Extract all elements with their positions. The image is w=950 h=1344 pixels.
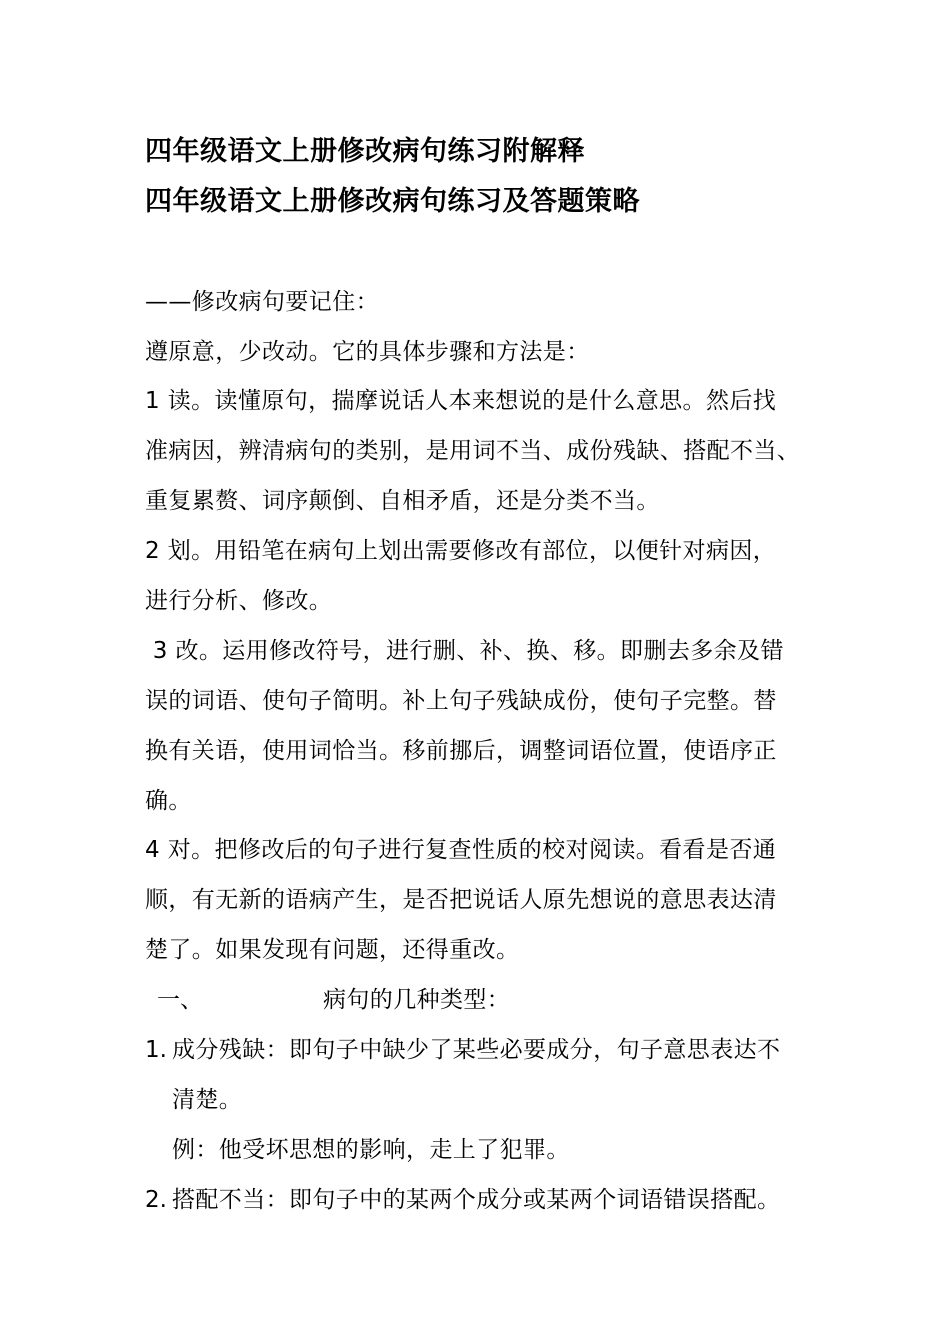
intro-text: ——修改病句要记住： — [145, 289, 379, 315]
step1-line3: 重复累赘、词序颠倒、自相矛盾，还是分类不当。 — [145, 488, 660, 514]
type1-line2: 清楚。 — [172, 1087, 243, 1113]
document-subtitle: 四年级语文上册修改病句练习及答题策略 — [145, 186, 640, 217]
type1-label: 1. — [145, 1037, 167, 1063]
type1-line1: 成分残缺：即句子中缺少了某些必要成分，句子意思表达不 — [172, 1037, 781, 1063]
section-number: 一、 — [157, 987, 203, 1013]
step3-line4: 确。 — [145, 788, 192, 814]
step2-line2: 进行分析、修改。 — [145, 588, 333, 614]
type2-label: 2. — [145, 1187, 167, 1213]
step3-line1: 3 改。运用修改符号，进行删、补、换、移。即删去多余及错 — [145, 638, 784, 664]
step1-line2: 准病因，辨清病句的类别，是用词不当、成份残缺、搭配不当、 — [145, 438, 801, 464]
type1-example: 例：他受坏思想的影响，走上了犯罪。 — [172, 1137, 570, 1163]
principle-text: 遵原意，少改动。它的具体步骤和方法是： — [145, 339, 590, 365]
step3-line3: 换有关语，使用词恰当。移前挪后，调整词语位置，使语序正 — [145, 738, 777, 764]
section-title: 病句的几种类型： — [323, 987, 511, 1013]
type2-line1: 搭配不当：即句子中的某两个成分或某两个词语错误搭配。 — [172, 1187, 781, 1213]
step4-line1: 4 对。把修改后的句子进行复查性质的校对阅读。看看是否通 — [145, 837, 777, 863]
step4-line2: 顺，有无新的语病产生，是否把说话人原先想说的意思表达清 — [145, 887, 777, 913]
step4-line3: 楚了。如果发现有问题，还得重改。 — [145, 937, 520, 963]
document-title: 四年级语文上册修改病句练习附解释 — [145, 136, 585, 167]
step3-line2: 误的词语、使句子简明。补上句子残缺成份，使句子完整。替 — [145, 688, 777, 714]
step2-line1: 2 划。用铅笔在病句上划出需要修改有部位，以便针对病因， — [145, 538, 777, 564]
step1-line1: 1 读。读懂原句，揣摩说话人本来想说的是什么意思。然后找 — [145, 388, 777, 414]
